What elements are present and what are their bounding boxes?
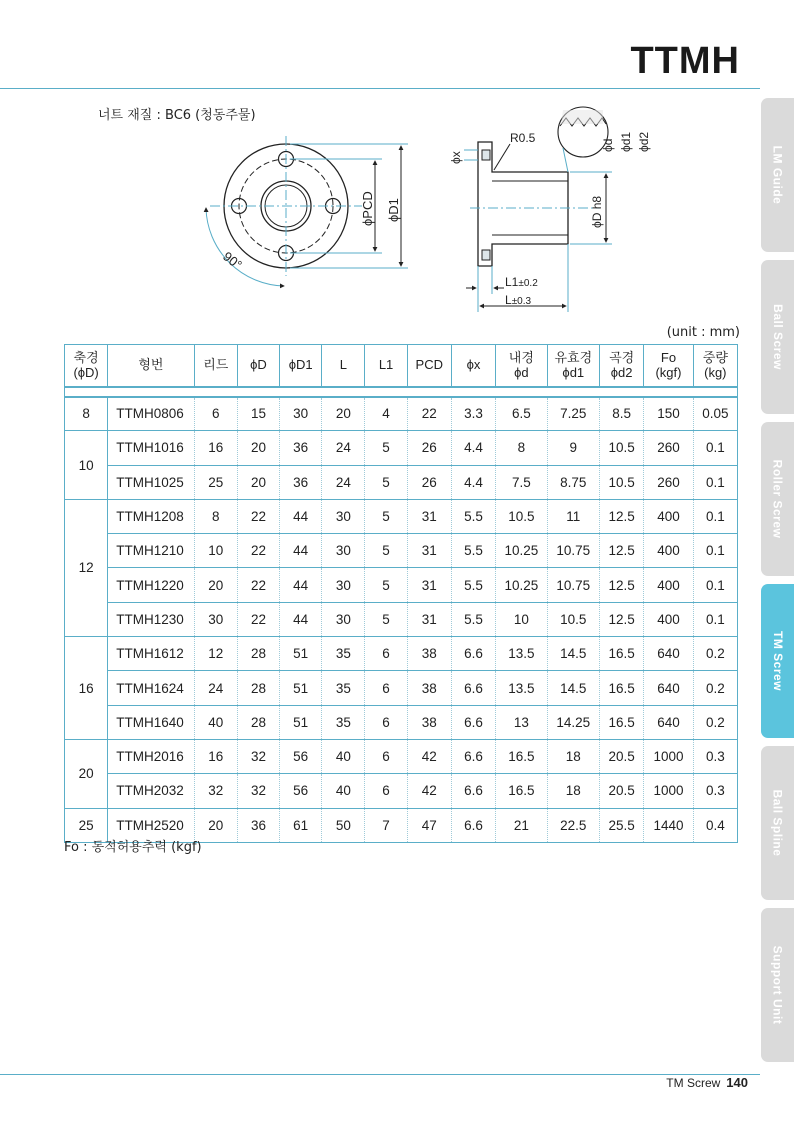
value-cell: 51 <box>280 637 322 671</box>
value-cell: 40 <box>322 739 365 773</box>
model-cell: TTMH1640 <box>108 705 194 739</box>
table-row <box>65 705 738 739</box>
model-cell: TTMH1220 <box>108 568 194 602</box>
value-cell: 42 <box>407 774 451 808</box>
value-cell: 38 <box>407 705 451 739</box>
side-tab-lm-guide[interactable] <box>761 98 794 252</box>
side-tab-label: Ball Screw <box>770 304 785 370</box>
value-cell: 44 <box>280 499 322 533</box>
value-cell: 10 <box>496 602 547 636</box>
side-tab-label: TM Screw <box>770 630 785 692</box>
column-header-line: (ϕD) <box>73 365 99 381</box>
label-phi-d1-big: ϕD1 <box>386 198 401 222</box>
value-cell: 20 <box>194 568 237 602</box>
value-cell: 24 <box>322 465 365 499</box>
value-cell: 20 <box>237 431 279 465</box>
value-cell: 4.4 <box>451 465 495 499</box>
column-header-line: 축경 <box>73 349 99 365</box>
value-cell: 38 <box>407 637 451 671</box>
value-cell: 6.6 <box>451 637 495 671</box>
value-cell: 5 <box>365 465 407 499</box>
column-header <box>365 345 407 387</box>
value-cell: 10 <box>194 534 237 568</box>
value-cell: 6 <box>365 637 407 671</box>
value-cell: 31 <box>407 534 451 568</box>
table-row <box>65 774 738 808</box>
value-cell: 400 <box>644 499 693 533</box>
table-row <box>65 431 738 465</box>
value-cell: 0.1 <box>693 431 737 465</box>
value-cell: 6 <box>365 739 407 773</box>
column-header <box>451 345 495 387</box>
value-cell: 6.6 <box>451 705 495 739</box>
value-cell: 0.1 <box>693 534 737 568</box>
side-tab-support-unit[interactable] <box>761 908 794 1062</box>
label-l <box>505 293 532 307</box>
value-cell: 32 <box>237 739 279 773</box>
top-rule <box>0 88 760 89</box>
spacer-cell <box>451 387 495 397</box>
value-cell: 61 <box>280 808 322 842</box>
value-cell: 150 <box>644 397 693 431</box>
spec-table <box>64 344 738 843</box>
side-tab-label: Support Unit <box>770 945 785 1025</box>
shaft-diameter-cell: 16 <box>65 637 108 740</box>
value-cell: 5 <box>365 602 407 636</box>
value-cell: 26 <box>407 431 451 465</box>
value-cell: 22 <box>237 499 279 533</box>
spacer-cell <box>547 387 599 397</box>
value-cell: 42 <box>407 739 451 773</box>
spacer-cell <box>322 387 365 397</box>
unit-note: (unit : mm) <box>666 325 740 340</box>
value-cell: 260 <box>644 465 693 499</box>
value-cell: 1000 <box>644 774 693 808</box>
spec-table-header <box>65 345 738 387</box>
value-cell: 0.1 <box>693 568 737 602</box>
spacer-cell <box>693 387 737 397</box>
side-tab-label: Ball Spline <box>770 789 785 857</box>
table-row <box>65 499 738 533</box>
value-cell: 20.5 <box>600 774 644 808</box>
value-cell: 22.5 <box>547 808 599 842</box>
shaft-diameter-cell: 10 <box>65 431 108 500</box>
spacer-cell <box>496 387 547 397</box>
value-cell: 5.5 <box>451 534 495 568</box>
value-cell: 400 <box>644 602 693 636</box>
value-cell: 6.5 <box>496 397 547 431</box>
value-cell: 640 <box>644 637 693 671</box>
column-header <box>237 345 279 387</box>
value-cell: 31 <box>407 568 451 602</box>
column-header-line: ϕd1 <box>562 365 585 381</box>
value-cell: 6 <box>365 705 407 739</box>
value-cell: 8.5 <box>600 397 644 431</box>
value-cell: 5 <box>365 499 407 533</box>
value-cell: 13 <box>496 705 547 739</box>
value-cell: 26 <box>407 465 451 499</box>
value-cell: 4.4 <box>451 431 495 465</box>
value-cell: 16.5 <box>600 637 644 671</box>
value-cell: 36 <box>280 431 322 465</box>
value-cell: 56 <box>280 739 322 773</box>
value-cell: 22 <box>237 568 279 602</box>
value-cell: 640 <box>644 671 693 705</box>
value-cell: 0.1 <box>693 465 737 499</box>
value-cell: 18 <box>547 774 599 808</box>
value-cell: 12.5 <box>600 602 644 636</box>
table-row <box>65 534 738 568</box>
value-cell: 22 <box>237 602 279 636</box>
value-cell: 8 <box>496 431 547 465</box>
footnote: Fo : 동적허용추력 (kgf) <box>64 840 202 855</box>
value-cell: 6.6 <box>451 774 495 808</box>
value-cell: 5 <box>365 431 407 465</box>
column-header-line: L1 <box>378 357 394 373</box>
value-cell: 5 <box>365 534 407 568</box>
column-header <box>600 345 644 387</box>
table-row <box>65 671 738 705</box>
value-cell: 36 <box>280 465 322 499</box>
value-cell: 13.5 <box>496 637 547 671</box>
value-cell: 6 <box>365 671 407 705</box>
value-cell: 35 <box>322 705 365 739</box>
value-cell: 12.5 <box>600 534 644 568</box>
column-header-line: L <box>339 357 347 373</box>
value-cell: 9 <box>547 431 599 465</box>
shaft-diameter-cell: 25 <box>65 808 108 842</box>
value-cell: 35 <box>322 637 365 671</box>
value-cell: 7.5 <box>496 465 547 499</box>
value-cell: 1440 <box>644 808 693 842</box>
value-cell: 21 <box>496 808 547 842</box>
shaft-diameter-cell: 20 <box>65 739 108 808</box>
value-cell: 16.5 <box>600 705 644 739</box>
model-cell: TTMH2016 <box>108 739 194 773</box>
header-spacer-row <box>65 387 738 397</box>
value-cell: 28 <box>237 705 279 739</box>
value-cell: 6.6 <box>451 739 495 773</box>
value-cell: 30 <box>322 602 365 636</box>
value-cell: 22 <box>237 534 279 568</box>
table-row <box>65 739 738 773</box>
value-cell: 16 <box>194 739 237 773</box>
value-cell: 44 <box>280 602 322 636</box>
bottom-rule <box>0 1074 760 1075</box>
column-header <box>693 345 737 387</box>
label-phi-dh8: ϕD h8 <box>590 195 604 228</box>
model-cell: TTMH0806 <box>108 397 194 431</box>
value-cell: 44 <box>280 534 322 568</box>
value-cell: 10.5 <box>547 602 599 636</box>
shaft-diameter-cell: 12 <box>65 499 108 636</box>
label-l1 <box>505 275 538 289</box>
table-row <box>65 397 738 431</box>
value-cell: 0.4 <box>693 808 737 842</box>
value-cell: 8 <box>194 499 237 533</box>
spacer-cell <box>644 387 693 397</box>
value-cell: 50 <box>322 808 365 842</box>
model-cell: TTMH1230 <box>108 602 194 636</box>
value-cell: 14.5 <box>547 637 599 671</box>
label-phi-d1-small: ϕd1 <box>619 131 633 152</box>
value-cell: 11 <box>547 499 599 533</box>
value-cell: 10.75 <box>547 534 599 568</box>
value-cell: 7.25 <box>547 397 599 431</box>
value-cell: 31 <box>407 602 451 636</box>
label-phi-x: ϕx <box>449 151 463 164</box>
value-cell: 0.3 <box>693 739 737 773</box>
value-cell: 14.25 <box>547 705 599 739</box>
header-row <box>65 345 738 387</box>
value-cell: 10.25 <box>496 568 547 602</box>
column-header-line: 곡경 <box>609 349 635 365</box>
value-cell: 12 <box>194 637 237 671</box>
value-cell: 30 <box>194 602 237 636</box>
value-cell: 32 <box>237 774 279 808</box>
column-header-line: ϕd2 <box>610 365 633 381</box>
label-phi-d2: ϕd2 <box>637 131 651 152</box>
material-note: 너트 재질 : BC6 (청동주물) <box>98 108 256 123</box>
column-header <box>108 345 194 387</box>
column-header-line: ϕx <box>466 357 481 373</box>
value-cell: 10.5 <box>600 465 644 499</box>
label-phi-pcd: ϕPCD <box>360 191 375 226</box>
table-row <box>65 465 738 499</box>
column-header <box>65 345 108 387</box>
value-cell: 16.5 <box>496 774 547 808</box>
value-cell: 20 <box>194 808 237 842</box>
value-cell: 16.5 <box>496 739 547 773</box>
value-cell: 30 <box>322 499 365 533</box>
value-cell: 5.5 <box>451 568 495 602</box>
value-cell: 15 <box>237 397 279 431</box>
value-cell: 25.5 <box>600 808 644 842</box>
value-cell: 10.5 <box>600 431 644 465</box>
footer-section: TM Screw <box>666 1076 721 1090</box>
value-cell: 5.5 <box>451 499 495 533</box>
column-header <box>322 345 365 387</box>
side-tab-label: Roller Screw <box>770 459 785 539</box>
column-header-line: ϕd <box>514 365 529 381</box>
value-cell: 10.75 <box>547 568 599 602</box>
column-header-line: ϕD1 <box>288 357 313 373</box>
label-l1-tol: ±0.2 <box>518 278 538 289</box>
value-cell: 14.5 <box>547 671 599 705</box>
label-l-tol: ±0.3 <box>511 296 532 307</box>
side-tab-ball-screw[interactable] <box>761 260 794 414</box>
value-cell: 4 <box>365 397 407 431</box>
column-header-line: 형번 <box>138 357 164 373</box>
value-cell: 30 <box>322 534 365 568</box>
column-header-line: PCD <box>415 357 443 373</box>
model-cell: TTMH1210 <box>108 534 194 568</box>
value-cell: 400 <box>644 534 693 568</box>
model-cell: TTMH1612 <box>108 637 194 671</box>
value-cell: 28 <box>237 671 279 705</box>
value-cell: 40 <box>322 774 365 808</box>
value-cell: 32 <box>194 774 237 808</box>
value-cell: 640 <box>644 705 693 739</box>
column-header-line: 중량 <box>702 349 728 365</box>
spacer-cell <box>407 387 451 397</box>
column-header <box>496 345 547 387</box>
value-cell: 24 <box>194 671 237 705</box>
side-tab-ball-spline[interactable] <box>761 746 794 900</box>
value-cell: 36 <box>237 808 279 842</box>
value-cell: 51 <box>280 671 322 705</box>
model-cell: TTMH1016 <box>108 431 194 465</box>
column-header <box>644 345 693 387</box>
technical-drawing <box>190 98 660 318</box>
column-header <box>547 345 599 387</box>
value-cell: 20.5 <box>600 739 644 773</box>
value-cell: 3.3 <box>451 397 495 431</box>
value-cell: 13.5 <box>496 671 547 705</box>
spec-table-body <box>65 387 738 843</box>
value-cell: 30 <box>280 397 322 431</box>
value-cell: 5.5 <box>451 602 495 636</box>
column-header-line: Fo <box>660 349 677 365</box>
spacer-cell <box>280 387 322 397</box>
value-cell: 400 <box>644 568 693 602</box>
side-tab-roller-screw[interactable] <box>761 422 794 576</box>
value-cell: 0.2 <box>693 671 737 705</box>
spacer-cell <box>365 387 407 397</box>
model-cell: TTMH1025 <box>108 465 194 499</box>
value-cell: 12.5 <box>600 568 644 602</box>
value-cell: 25 <box>194 465 237 499</box>
value-cell: 20 <box>237 465 279 499</box>
side-tab-label: LM Guide <box>770 145 785 205</box>
label-r05: R0.5 <box>510 131 536 145</box>
model-cell: TTMH2032 <box>108 774 194 808</box>
column-header <box>280 345 322 387</box>
column-header <box>407 345 451 387</box>
value-cell: 10.25 <box>496 534 547 568</box>
value-cell: 6.6 <box>451 671 495 705</box>
value-cell: 22 <box>407 397 451 431</box>
value-cell: 0.05 <box>693 397 737 431</box>
value-cell: 0.2 <box>693 637 737 671</box>
spacer-cell <box>108 387 194 397</box>
value-cell: 30 <box>322 568 365 602</box>
value-cell: 18 <box>547 739 599 773</box>
page-title: TTMH <box>630 40 740 82</box>
value-cell: 20 <box>322 397 365 431</box>
side-tab-tm-screw[interactable] <box>761 584 794 738</box>
value-cell: 1000 <box>644 739 693 773</box>
value-cell: 35 <box>322 671 365 705</box>
label-angle: 90° <box>220 248 245 273</box>
value-cell: 6 <box>365 774 407 808</box>
value-cell: 6.6 <box>451 808 495 842</box>
value-cell: 47 <box>407 808 451 842</box>
value-cell: 44 <box>280 568 322 602</box>
value-cell: 0.1 <box>693 602 737 636</box>
page-number: 140 <box>726 1075 748 1090</box>
spacer-cell <box>237 387 279 397</box>
value-cell: 51 <box>280 705 322 739</box>
label-l-main: L <box>505 293 512 307</box>
value-cell: 10.5 <box>496 499 547 533</box>
spacer-cell <box>65 387 108 397</box>
column-header-line: 유효경 <box>554 349 593 365</box>
value-cell: 6 <box>194 397 237 431</box>
value-cell: 16 <box>194 431 237 465</box>
column-header-line: (kg) <box>704 365 727 381</box>
value-cell: 8.75 <box>547 465 599 499</box>
label-l1-main: L1 <box>505 275 519 289</box>
model-cell: TTMH1208 <box>108 499 194 533</box>
column-header-line: (kgf) <box>655 365 682 381</box>
value-cell: 0.3 <box>693 774 737 808</box>
model-cell: TTMH1624 <box>108 671 194 705</box>
value-cell: 56 <box>280 774 322 808</box>
model-cell: TTMH2520 <box>108 808 194 842</box>
value-cell: 0.1 <box>693 499 737 533</box>
spacer-cell <box>600 387 644 397</box>
value-cell: 31 <box>407 499 451 533</box>
column-header-line: ϕD <box>250 357 267 373</box>
page-footer <box>666 1075 748 1090</box>
column-header-line: 내경 <box>508 349 534 365</box>
value-cell: 12.5 <box>600 499 644 533</box>
label-phi-d: ϕd <box>601 138 615 152</box>
value-cell: 5 <box>365 568 407 602</box>
column-header-line: 리드 <box>203 357 229 373</box>
value-cell: 28 <box>237 637 279 671</box>
value-cell: 40 <box>194 705 237 739</box>
table-row <box>65 602 738 636</box>
value-cell: 24 <box>322 431 365 465</box>
table-row <box>65 637 738 671</box>
table-row <box>65 568 738 602</box>
value-cell: 260 <box>644 431 693 465</box>
shaft-diameter-cell: 8 <box>65 397 108 431</box>
value-cell: 7 <box>365 808 407 842</box>
value-cell: 0.2 <box>693 705 737 739</box>
value-cell: 16.5 <box>600 671 644 705</box>
value-cell: 38 <box>407 671 451 705</box>
column-header <box>194 345 237 387</box>
spacer-cell <box>194 387 237 397</box>
